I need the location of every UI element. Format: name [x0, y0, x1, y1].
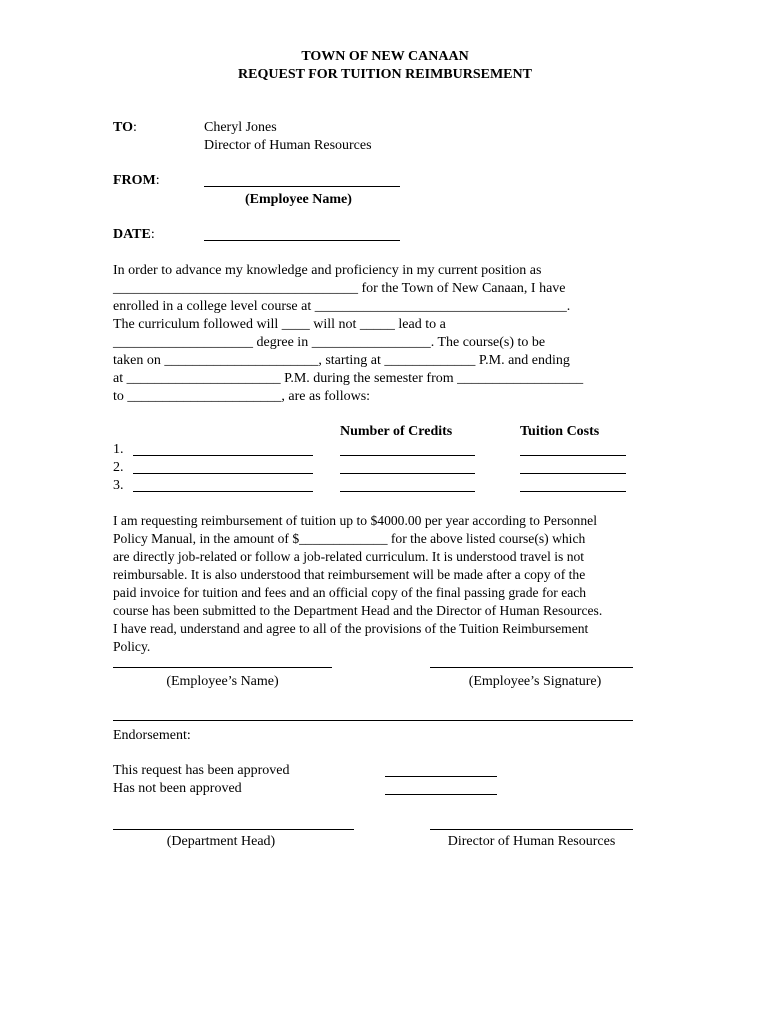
reimbursement-line-4: reimbursable. It is also understood that reimbursement will be made after a copy of the	[113, 567, 586, 582]
to-title: Director of Human Resources	[204, 138, 372, 153]
reimbursement-line-2: Policy Manual, in the amount of $_____________ for the above listed course(s) which	[113, 531, 586, 546]
date-field[interactable]	[204, 240, 400, 241]
intro-line-8: to ______________________, are as follows:	[113, 389, 371, 404]
department-head-caption: (Department Head)	[166, 834, 276, 849]
employee-signature-field[interactable]	[430, 667, 633, 668]
employee-name-field[interactable]	[204, 186, 400, 187]
form-title-line-1: TOWN OF NEW CANAAN	[301, 49, 469, 64]
course-row-number: 1.	[113, 442, 124, 457]
date-label-group	[113, 226, 155, 244]
course-credits-field[interactable]	[340, 473, 475, 474]
course-name-field[interactable]	[133, 455, 313, 456]
intro-line-4: The curriculum followed will ____ will not _____ lead to a	[113, 317, 446, 332]
from-colon: :	[155, 173, 160, 188]
to-label: TO	[113, 120, 133, 135]
reimbursement-line-7: I have read, understand and agree to all of the provisions of the Tuition Reimbursement	[113, 621, 589, 636]
employee-signature-caption: (Employee’s Signature)	[468, 674, 602, 689]
section-divider	[113, 720, 633, 721]
intro-paragraph	[113, 262, 658, 406]
endorsement-label: Endorsement:	[113, 728, 191, 743]
employee-printed-name-field[interactable]	[113, 667, 332, 668]
intro-line-2-text: for the Town of New Canaan, I have	[358, 281, 566, 296]
course-name-field[interactable]	[133, 473, 313, 474]
intro-line-3: enrolled in a college level course at ____________________________________.	[113, 299, 571, 314]
credits-column-header: Number of Credits	[340, 424, 453, 439]
reimbursement-paragraph	[113, 512, 658, 656]
intro-line-7: at ______________________ P.M. during the semester from __________________	[113, 371, 584, 386]
from-label: FROM	[113, 173, 156, 188]
reimbursement-line-6: course has been submitted to the Department Head and the Director of Human Resources.	[113, 603, 603, 618]
to-colon: :	[132, 120, 137, 135]
position-field[interactable]: ___________________________________	[113, 281, 358, 296]
not-approved-field[interactable]	[385, 794, 497, 795]
intro-line-6: taken on ______________________, starting at _____________ P.M. and ending	[113, 353, 570, 368]
employee-name-caption: (Employee Name)	[245, 192, 352, 207]
department-head-signature-field[interactable]	[113, 829, 354, 830]
approved-label: This request has been approved	[113, 763, 290, 778]
course-credits-field[interactable]	[340, 455, 475, 456]
director-hr-signature-field[interactable]	[430, 829, 633, 830]
date-colon: :	[150, 227, 155, 242]
course-row-number: 3.	[113, 478, 124, 493]
reimbursement-line-3: are directly job-related or follow a job-related curriculum. It is understood travel is not	[113, 549, 585, 564]
date-label: DATE	[113, 227, 151, 242]
course-cost-field[interactable]	[520, 491, 626, 492]
director-hr-caption: Director of Human Resources	[447, 834, 616, 849]
reimbursement-line-5: paid invoice for tuition and fees and an official copy of the final passing grade for each	[113, 585, 587, 600]
employee-name-signature-caption: (Employee’s Name)	[166, 674, 279, 689]
to-name: Cheryl Jones	[204, 120, 277, 135]
course-cost-field[interactable]	[520, 455, 626, 456]
approved-field[interactable]	[385, 776, 497, 777]
costs-column-header: Tuition Costs	[520, 424, 600, 439]
intro-line-1: In order to advance my knowledge and proficiency in my current position as	[113, 263, 542, 278]
to-label-group	[113, 119, 137, 137]
course-cost-field[interactable]	[520, 473, 626, 474]
reimbursement-line-1: I am requesting reimbursement of tuition up to $4000.00 per year according to Personnel	[113, 513, 597, 528]
course-row-number: 2.	[113, 460, 124, 475]
intro-line-2	[113, 280, 658, 298]
from-label-group	[113, 172, 160, 190]
reimbursement-line-8: Policy.	[113, 639, 151, 654]
course-credits-field[interactable]	[340, 491, 475, 492]
intro-line-5: ____________________ degree in _________________. The course(s) to be	[113, 335, 546, 350]
course-name-field[interactable]	[133, 491, 313, 492]
not-approved-label: Has not been approved	[113, 781, 242, 796]
form-title-line-2: REQUEST FOR TUITION REIMBURSEMENT	[238, 67, 532, 82]
